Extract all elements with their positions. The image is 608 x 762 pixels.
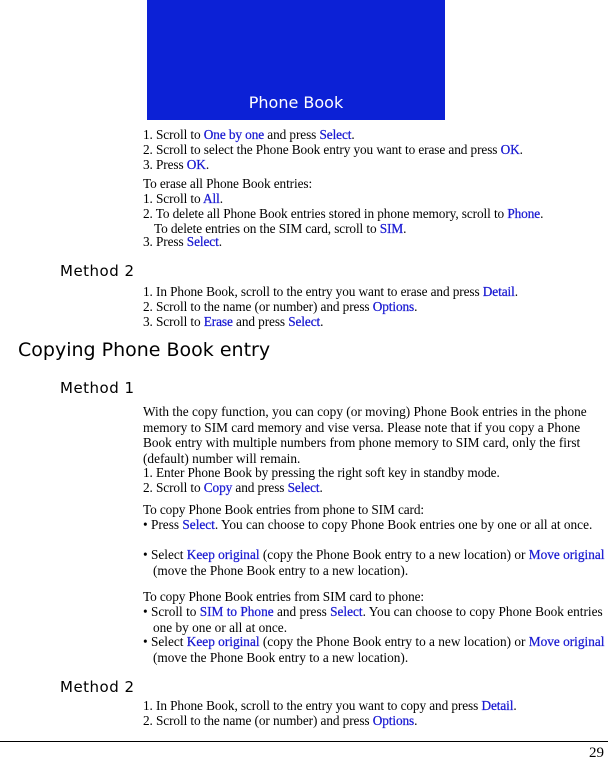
method2b-step1 [143,698,517,714]
copy-step2 [143,480,323,496]
method1-heading: Method 1 [60,379,135,397]
text: 2. Scroll to select the Phone Book entry you want to erase and press [143,142,501,157]
step-a2 [143,142,523,158]
text: 2. Scroll to [143,480,204,495]
keyword: Select [186,234,219,249]
keyword: Select [182,517,215,532]
phone-to-sim-intro: To copy Phone Book entries from phone to SIM card: [143,502,425,517]
sim-to-phone-bullet1 [143,604,605,635]
text: . [319,480,323,495]
text: 1. Scroll to [143,127,204,142]
keyword: Erase [203,314,233,329]
text: 1. Scroll to [143,191,204,206]
text: . [218,234,222,249]
keyword: Select [288,314,321,329]
keyword: Move original [528,547,605,562]
text: To delete entries on the SIM card, scroll to [154,221,380,236]
text: (copy the Phone Book entry to a new location) or [259,547,529,562]
text: 2. To delete all Phone Book entries stored in phone memory, scroll to [143,206,508,221]
keyword: Options [372,713,415,728]
method2-step2 [143,299,417,315]
text: . [351,127,355,142]
text: 2. Scroll to the name (or number) and press [143,299,373,314]
keyword: SIM [379,221,404,236]
text: 3. Press [143,157,187,172]
copy-intro: With the copy function, you can copy (or moving) Phone Book entries in the phone memory to SIM card memory and vise versa. Please note that if you copy a Phone Book entry with multiple numbers from phone memory to SIM card, only the first (default) number will remain. [143,404,587,466]
text: (move the Phone Book entry to a new location). [153,649,409,665]
text: and press [232,480,288,495]
text: . [519,142,523,157]
keyword: Detail [482,284,515,299]
phone-to-sim-bullet1 [143,517,605,533]
method2-heading: Method 2 [60,262,135,280]
text: (copy the Phone Book entry to a new location) or [259,634,529,649]
sim-to-phone-intro: To copy Phone Book entries from SIM card to phone: [143,589,425,604]
text: . [514,284,518,299]
text: (move the Phone Book entry to a new location). [153,562,409,578]
keyword: Select [287,480,320,495]
sim-to-phone-bullet2 [143,634,605,665]
method2b-step2 [143,713,417,729]
erase-all-step2 [143,206,543,222]
method2-step3 [143,314,323,330]
phone-book-screen [147,0,445,120]
keyword: Keep original [186,634,260,649]
keyword: Keep original [186,547,260,562]
text: and press [232,314,289,329]
section-title: Copying Phone Book entry [18,339,271,361]
keyword: One by one [203,127,265,142]
text: . [320,314,324,329]
keyword: Copy [203,480,233,495]
text: and press [273,604,331,619]
text: . [513,698,517,713]
step-a3 [143,157,209,173]
text: . [540,206,544,221]
text: . You can choose to copy Phone Book entries one by one or all at once. [153,604,603,635]
keyword: OK [500,142,520,157]
text: • Press [143,517,183,532]
erase-all-step1 [143,191,223,207]
text: . [414,299,418,314]
text: 3. Press [143,234,187,249]
text: 2. Scroll to the name (or number) and press [143,713,373,728]
keyword: SIM to Phone [199,604,274,619]
text: 1. In Phone Book, scroll to the entry you want to erase and press [143,284,483,299]
text: 1. In Phone Book, scroll to the entry you want to copy and press [143,698,482,713]
text: . [403,221,407,236]
text: . [205,157,210,172]
text: • Scroll to [143,604,200,619]
keyword: Select [330,604,363,619]
page-number: 29 [589,745,604,761]
erase-all-intro: To erase all Phone Book entries: [143,176,313,191]
text: • Select [143,547,187,562]
phone-to-sim-bullet2 [143,547,605,578]
text: . [414,713,418,728]
keyword: Select [319,127,352,142]
text: • Select [143,634,187,649]
method2-step1 [143,284,518,300]
erase-all-step3 [143,234,222,250]
text: and press [264,127,320,142]
copy-step1: 1. Enter Phone Book by pressing the right soft key in standby mode. [143,465,500,480]
text: . You can choose to copy Phone Book entries one by one or all at once. [214,517,593,532]
method2b-heading: Method 2 [60,678,135,696]
step-a1 [143,127,355,143]
keyword: Phone [507,206,541,221]
screen-title: Phone Book [248,93,344,112]
keyword: Move original [528,634,605,649]
keyword: Detail [481,698,514,713]
keyword: All [203,191,220,206]
keyword: OK [186,157,206,172]
text: . [219,191,223,206]
keyword: Options [372,299,415,314]
text: 3. Scroll to [143,314,204,329]
footer-divider [0,741,608,742]
